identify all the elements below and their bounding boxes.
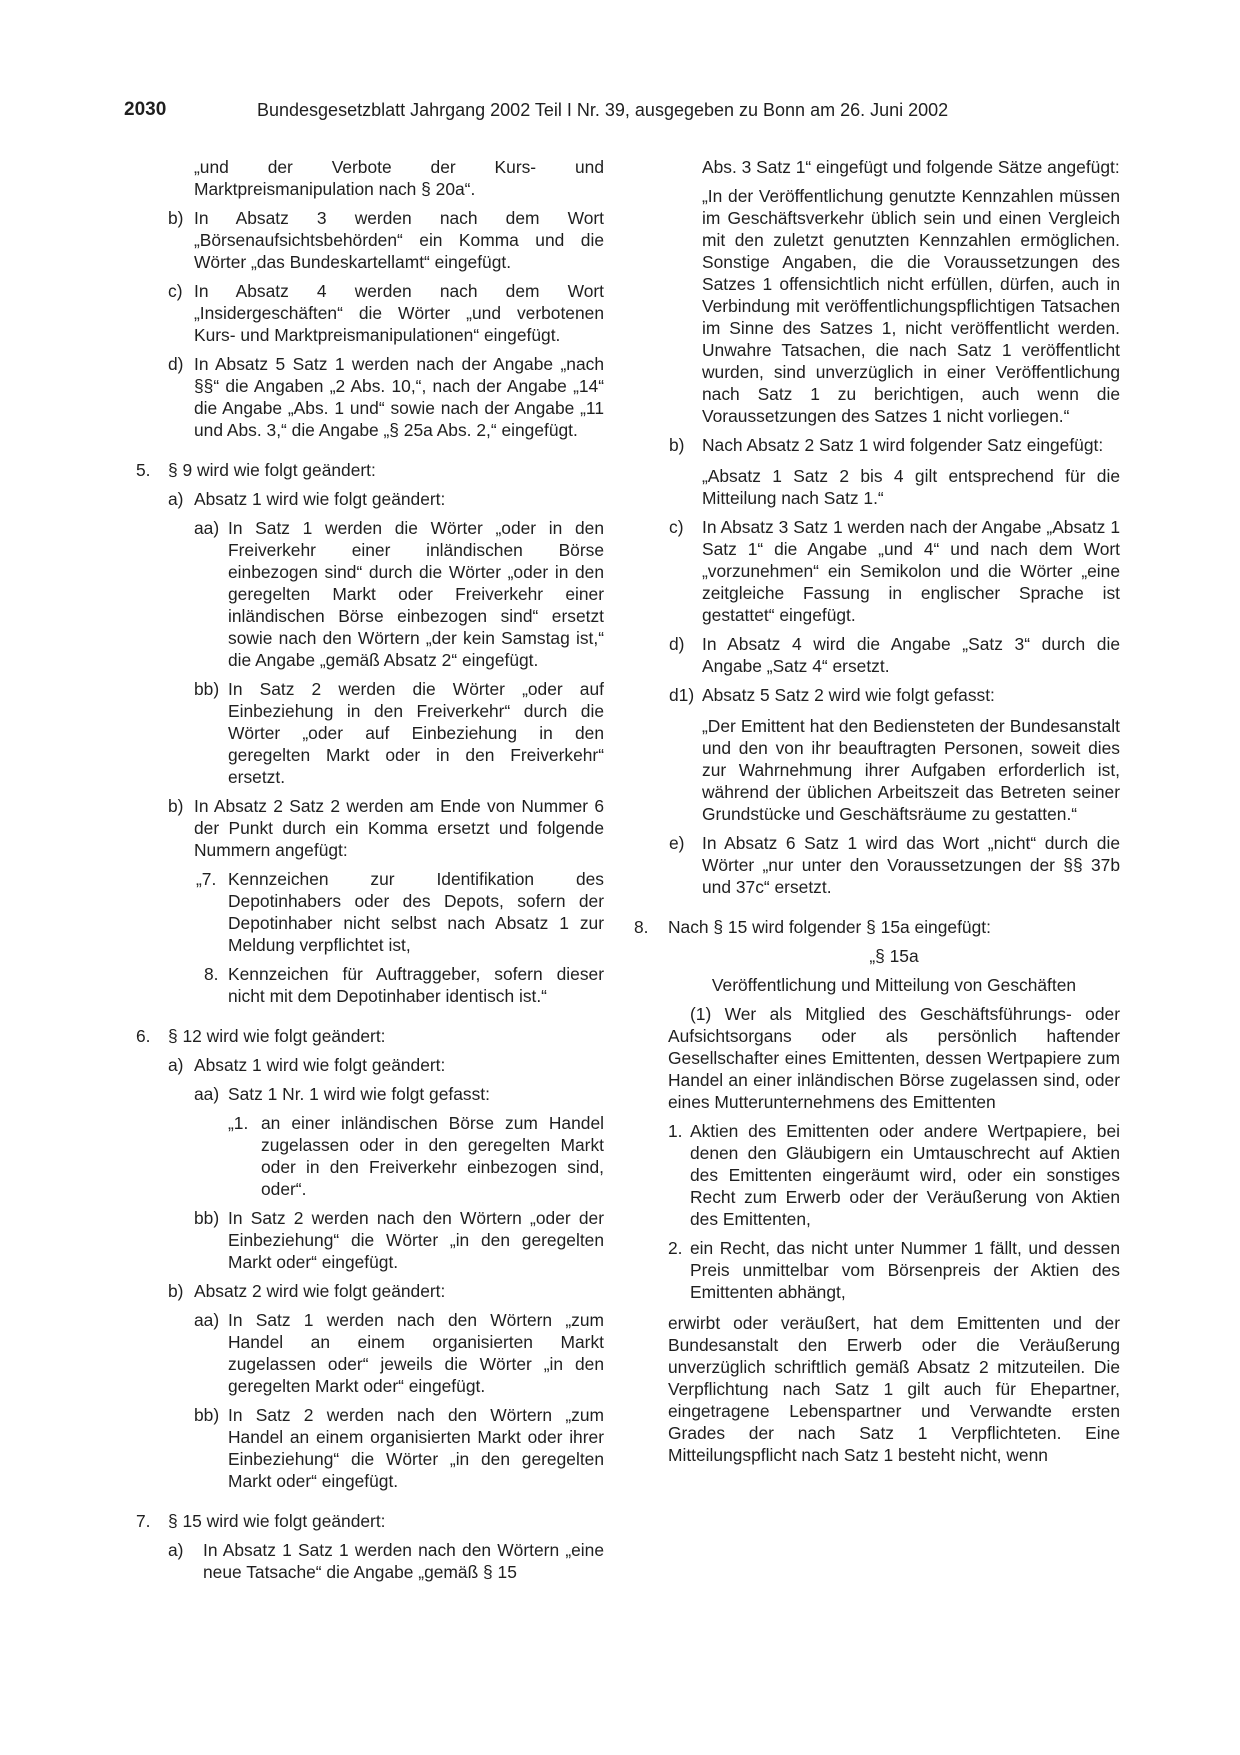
list-item-4c bbox=[124, 280, 604, 346]
item-label: b) bbox=[168, 1281, 184, 1301]
item-label: 6. bbox=[136, 1026, 151, 1046]
numbered-item-2 bbox=[634, 1237, 1120, 1303]
list-item-7d1 bbox=[634, 684, 1120, 706]
item-text: § 15 wird wie folgt geändert: bbox=[168, 1511, 386, 1531]
item-label: bb) bbox=[194, 679, 220, 699]
list-item-7b bbox=[634, 434, 1120, 456]
page-number: 2030 bbox=[124, 99, 167, 120]
item-label: aa) bbox=[194, 1084, 220, 1104]
item-text: In Absatz 6 Satz 1 wird das Wort „nicht“ durch die Wörter „nur unter den Voraussetzungen der §§ 37b und 37c“ ersetzt. bbox=[702, 833, 1120, 897]
item-text: In Satz 2 werden die Wörter „oder auf Einbeziehung in den Freiverkehr“ durch die Wörter „oder auf Einbeziehung in den geregelten Markt oder in den Freiverkehr“ ersetzt. bbox=[228, 679, 604, 787]
item-label: d) bbox=[168, 354, 184, 374]
list-item-7a bbox=[124, 1539, 604, 1583]
item-text: Satz 1 Nr. 1 wird wie folgt gefasst: bbox=[228, 1084, 490, 1104]
item-label: aa) bbox=[194, 518, 220, 538]
paragraph-2: erwirbt oder veräußert, hat dem Emittenten und der Bundesanstalt den Erwerb oder die Veräußerung unverzüglich schriftlich gemäß Absatz 2 mitzuteilen. Die Verpflichtung nach Satz 1 gilt auch für Ehepartner, eingetragene Lebenspartner und Verwandte ersten Grades der nach Satz 1 Verpflichteten. Eine Mitteilungspflicht nach Satz 1 besteht nicht, wenn bbox=[668, 1313, 1120, 1465]
item-label: „1. bbox=[228, 1113, 249, 1133]
item-text: an einer inländischen Börse zum Handel zugelassen oder in den geregelten Markt oder in den Freiverkehr einbezogen sind, oder“. bbox=[261, 1113, 604, 1199]
item-text: § 9 wird wie folgt geändert: bbox=[168, 460, 376, 480]
item-label: b) bbox=[168, 208, 184, 228]
item-label: 2. bbox=[668, 1238, 683, 1258]
item-text: Absatz 5 Satz 2 wird wie folgt gefasst: bbox=[702, 685, 995, 705]
section-number: „§ 15a bbox=[869, 946, 919, 966]
item-text: Absatz 1 wird wie folgt geändert: bbox=[194, 489, 446, 509]
item-label: c) bbox=[168, 281, 183, 301]
list-item-6a-bb bbox=[124, 1207, 604, 1273]
item-label: bb) bbox=[194, 1405, 220, 1425]
item-text: Nach Absatz 2 Satz 1 wird folgender Satz eingefügt: bbox=[702, 435, 1104, 455]
continuation-text: Abs. 3 Satz 1“ eingefügt und folgende Sätze angefügt: bbox=[702, 157, 1120, 177]
continuation-text: „und der Verbote der Kurs- und Marktpreismanipulation nach § 20a“. bbox=[194, 157, 604, 199]
quote-block: „Absatz 1 Satz 2 bis 4 gilt entsprechend für die Mitteilung nach Satz 1.“ bbox=[702, 466, 1120, 508]
item-label: bb) bbox=[194, 1208, 220, 1228]
item-text: In Absatz 3 Satz 1 werden nach der Angabe „Absatz 1 Satz 1“ die Angabe „und 4“ und nach dem Wort „vorzunehmen“ ein Semikolon und die Wörter „eine zeitgleiche Fassung in englischer Sprache ist gestattet“ eingefügt. bbox=[702, 517, 1120, 625]
item-label: d) bbox=[669, 634, 685, 654]
list-item-5b-7 bbox=[124, 868, 604, 956]
item-label: 1. bbox=[668, 1121, 683, 1141]
item-label: b) bbox=[168, 796, 184, 816]
item-text: In Absatz 5 Satz 1 werden nach der Angabe „nach §§“ die Angaben „2 Abs. 10,“, nach der Angabe „14“ die Angabe „Abs. 1 und“ sowie nach der Angabe „11 und Abs. 3,“ die Angabe „§ 25a Abs. 2,“ eingefügt. bbox=[194, 354, 604, 440]
paragraph-1: (1) Wer als Mitglied des Geschäftsführungs- oder Aufsichtsorgans oder als persönlich haftender Gesellschafter eines Emittenten, dessen Wertpapiere zum Handel an einer inländischen Börse zugelassen sind, oder eines Mutterunternehmens des Emittenten bbox=[668, 1004, 1120, 1112]
list-item-8 bbox=[634, 916, 1120, 938]
item-text: In Absatz 1 Satz 1 werden nach den Wörtern „eine neue Tatsache“ die Angabe „gemäß § 15 bbox=[203, 1540, 604, 1582]
list-item-6a-aa bbox=[124, 1083, 604, 1105]
item-label: c) bbox=[669, 517, 684, 537]
numbered-item-1 bbox=[634, 1120, 1120, 1230]
list-item-7d bbox=[634, 633, 1120, 677]
item-text: Absatz 2 wird wie folgt geändert: bbox=[194, 1281, 446, 1301]
list-item-6a bbox=[124, 1054, 604, 1076]
item-label: 5. bbox=[136, 460, 151, 480]
item-label: aa) bbox=[194, 1310, 220, 1330]
page-header bbox=[124, 99, 1120, 123]
item-label: 8. bbox=[634, 917, 649, 937]
item-text: Absatz 1 wird wie folgt geändert: bbox=[194, 1055, 446, 1075]
list-item-6 bbox=[124, 1025, 604, 1047]
item-label: „7. bbox=[196, 869, 217, 889]
list-item-5 bbox=[124, 459, 604, 481]
item-text: Nach § 15 wird folgender § 15a eingefügt: bbox=[668, 917, 991, 937]
item-text: In Absatz 2 Satz 2 werden am Ende von Nummer 6 der Punkt durch ein Komma ersetzt und folgende Nummern angefügt: bbox=[194, 796, 604, 860]
item-text: Aktien des Emittenten oder andere Wertpapiere, bei denen den Gläubigern ein Umtauschrecht auf Aktien des Emittenten eingeräumt wird, oder ein sonstiges Recht zum Erwerb oder der Veräußerung von Aktien des Emittenten, bbox=[690, 1121, 1120, 1229]
list-item-4b bbox=[124, 207, 604, 273]
quote-block: „In der Veröffentlichung genutzte Kennzahlen müssen im Geschäftsverkehr üblich sein und einen Vergleich mit den zuletzt genutzten Kennzahlen ermöglichen. Sonstige Angaben, die die Voraussetzungen des Satzes 1 offensichtlich nicht erfüllen, dürfen, auch in Verbindung mit veröffentlichungspflichtigen Tatsachen im Sinne des Satzes 1, nicht veröffentlicht werden. Unwahre Tatsachen, die nach Satz 1 veröffentlicht wurden, sind unverzüglich in einer Veröffentlichung nach Satz 1 zu berichtigen, auch wenn die Voraussetzungen des Satzes 1 nicht vorliegen.“ bbox=[702, 186, 1120, 426]
item-label: a) bbox=[168, 1055, 184, 1075]
item-label: a) bbox=[168, 489, 184, 509]
right-column bbox=[634, 156, 1120, 1466]
item-label: d1) bbox=[669, 685, 695, 705]
list-item-6b-bb bbox=[124, 1404, 604, 1492]
list-item-6b-aa bbox=[124, 1309, 604, 1397]
item-text: § 12 wird wie folgt geändert: bbox=[168, 1026, 386, 1046]
item-label: e) bbox=[669, 833, 685, 853]
section-title: Veröffentlichung und Mitteilung von Geschäften bbox=[711, 975, 1077, 995]
list-item-5a-bb bbox=[124, 678, 604, 788]
item-label: 8. bbox=[204, 964, 219, 984]
item-label: 7. bbox=[136, 1511, 151, 1531]
list-item-7 bbox=[124, 1510, 604, 1532]
item-text: In Satz 2 werden nach den Wörtern „zum Handel an einem organisierten Markt oder ihrer Einbeziehung“ die Wörter „in den geregelten Markt oder“ eingefügt. bbox=[228, 1405, 604, 1491]
item-text: In Absatz 4 wird die Angabe „Satz 3“ durch die Angabe „Satz 4“ ersetzt. bbox=[702, 634, 1120, 676]
item-text: In Absatz 3 werden nach dem Wort „Börsenaufsichtsbehörden“ ein Komma und die Wörter „das Bundeskartellamt“ eingefügt. bbox=[194, 208, 604, 272]
item-text: Kennzeichen zur Identifikation des Depotinhabers oder des Depots, sofern der Depotinhaber nicht selbst nach Absatz 1 zur Meldung verpflichtet ist, bbox=[228, 869, 604, 955]
list-item-7c bbox=[634, 516, 1120, 626]
running-title: Bundesgesetzblatt Jahrgang 2002 Teil I Nr. 39, ausgegeben zu Bonn am 26. Juni 2002 bbox=[257, 100, 949, 120]
item-text: In Satz 2 werden nach den Wörtern „oder der Einbeziehung“ die Wörter „in den geregelten Markt oder“ eingefügt. bbox=[228, 1208, 604, 1272]
item-text: In Satz 1 werden die Wörter „oder in den Freiverkehr einer inländischen Börse einbezogen sind“ durch die Wörter „oder in den geregelten Markt oder Freiverkehr einer inländischen Börse einbezogen sind“ ersetzt sowie nach den Wörtern „der kein Samstag ist,“ die Angabe „gemäß Absatz 2“ eingefügt. bbox=[228, 518, 604, 670]
item-text: In Satz 1 werden nach den Wörtern „zum Handel an einem organisierten Markt zugelassen oder“ jeweils die Wörter „in den geregelten Markt oder“ eingefügt. bbox=[228, 1310, 604, 1396]
list-item-6a-aa-1 bbox=[124, 1112, 604, 1200]
list-item-4d bbox=[124, 353, 604, 441]
item-text: Kennzeichen für Auftraggeber, sofern dieser nicht mit dem Depotinhaber identisch ist.“ bbox=[228, 964, 604, 1006]
quote-block: „Der Emittent hat den Bediensteten der Bundesanstalt und den von ihr beauftragten Personen, soweit dies zur Wahrnehmung ihrer Aufgaben erforderlich ist, während der üblichen Arbeitszeit das Betreten seiner Grundstücke und Geschäftsräume zu gestatten.“ bbox=[702, 716, 1120, 824]
item-text: In Absatz 4 werden nach dem Wort „Insidergeschäften“ die Wörter „und verbotenen Kurs- und Marktpreismanipulationen“ eingefügt. bbox=[194, 281, 604, 345]
list-item-6b bbox=[124, 1280, 604, 1302]
left-column bbox=[124, 156, 604, 1583]
item-label: b) bbox=[669, 435, 685, 455]
list-item-5b bbox=[124, 795, 604, 861]
list-item-5a-aa bbox=[124, 517, 604, 671]
list-item-5b-8 bbox=[124, 963, 604, 1007]
list-item-5a bbox=[124, 488, 604, 510]
item-text: ein Recht, das nicht unter Nummer 1 fällt, und dessen Preis unmittelbar vom Börsenpreis der Aktien des Emittenten abhängt, bbox=[690, 1238, 1120, 1302]
list-item-7e bbox=[634, 832, 1120, 898]
item-label: a) bbox=[168, 1540, 184, 1560]
